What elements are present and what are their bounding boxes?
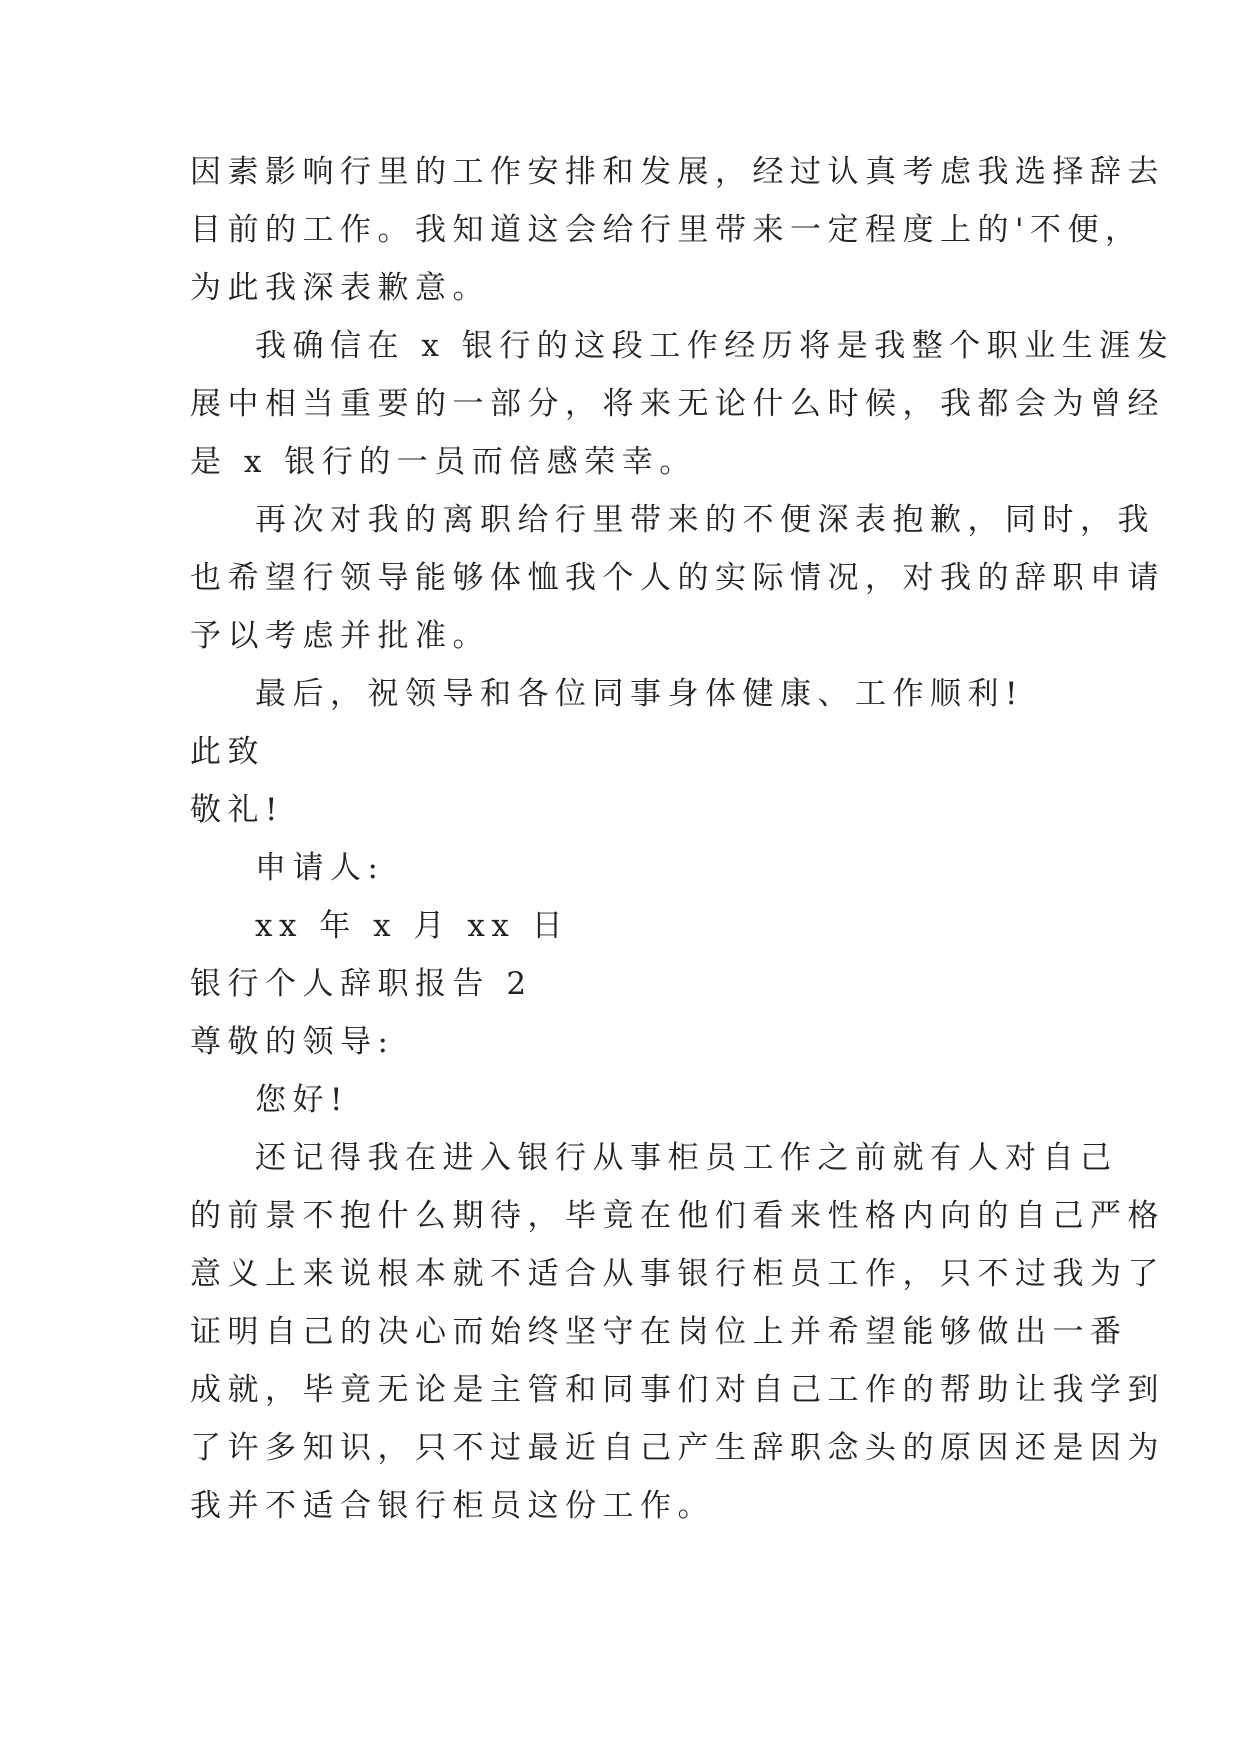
paragraph-line: 目前的工作。我知道这会给行里带来一定程度上的'不便， — [190, 212, 1143, 248]
paragraph-line: 的前景不抱什么期待，毕竟在他们看来性格内向的自己严格 — [190, 1198, 1165, 1234]
section-title: 银行个人辞职报告 2 — [190, 966, 533, 1002]
paragraph-line: 我确信在 x 银行的这段工作经历将是我整个职业生涯发 — [255, 328, 1175, 364]
paragraph-line: 予以考虑并批准。 — [190, 618, 490, 654]
paragraph-line: 成就，毕竟无论是主管和同事们对自己工作的帮助让我学到 — [190, 1372, 1165, 1408]
applicant-label: 申请人: — [255, 850, 385, 886]
closing-salutation: 此致 — [190, 734, 265, 770]
paragraph-line: 为此我深表歉意。 — [190, 270, 490, 306]
paragraph-line: 我并不适合银行柜员这份工作。 — [190, 1488, 715, 1524]
date-line: xx 年 x 月 xx 日 — [255, 908, 570, 944]
greeting-hello: 您好! — [255, 1082, 349, 1118]
paragraph-line: 是 x 银行的一员而倍感荣幸。 — [190, 444, 697, 480]
paragraph-line: 再次对我的离职给行里带来的不便深表抱歉，同时，我 — [255, 502, 1155, 538]
paragraph-line: 意义上来说根本就不适合从事银行柜员工作，只不过我为了 — [190, 1256, 1165, 1292]
paragraph-line: 最后，祝领导和各位同事身体健康、工作顺利! — [255, 676, 1024, 712]
paragraph-line: 了许多知识，只不过最近自己产生辞职念头的原因还是因为 — [190, 1430, 1165, 1466]
paragraph-line: 展中相当重要的一部分，将来无论什么时候，我都会为曾经 — [190, 386, 1165, 422]
paragraph-line: 因素影响行里的工作安排和发展，经过认真考虑我选择辞去 — [190, 154, 1165, 190]
paragraph-line: 也希望行领导能够体恤我个人的实际情况，对我的辞职申请 — [190, 560, 1165, 596]
greeting-line: 尊敬的领导: — [190, 1024, 395, 1060]
paragraph-line: 还记得我在进入银行从事柜员工作之前就有人对自己 — [255, 1140, 1118, 1176]
closing-regards: 敬礼! — [190, 792, 284, 828]
paragraph-line: 证明自己的决心而始终坚守在岗位上并希望能够做出一番 — [190, 1314, 1128, 1350]
